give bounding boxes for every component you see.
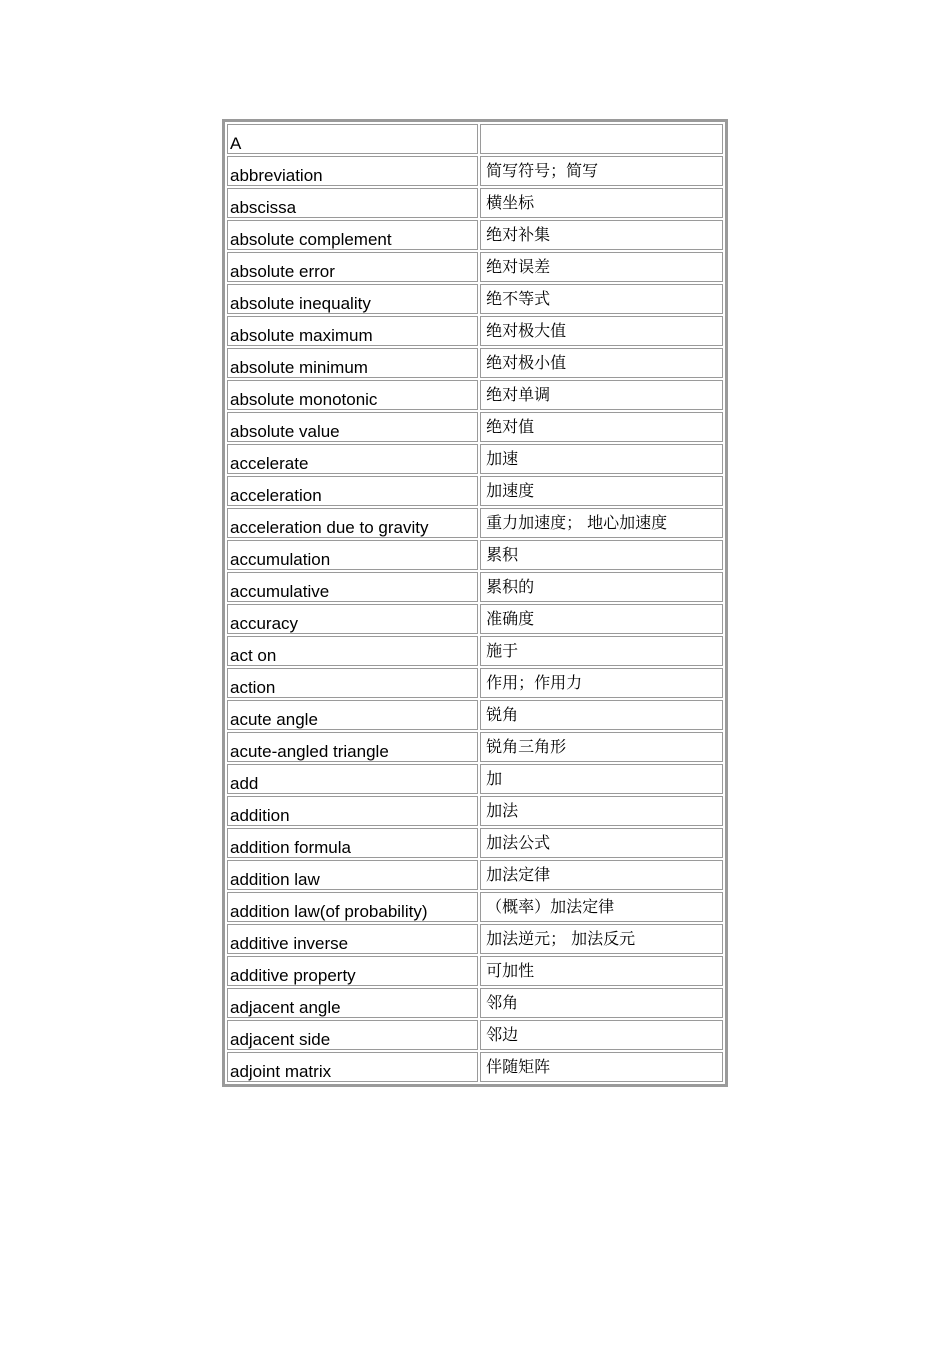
term-cell: absolute maximum <box>227 316 478 346</box>
table-row <box>227 860 723 890</box>
translation-cell: 横坐标 <box>480 188 723 218</box>
translation-cell: 加法 <box>480 796 723 826</box>
table-row <box>227 316 723 346</box>
table-row <box>227 540 723 570</box>
term-cell: absolute error <box>227 252 478 282</box>
table-row <box>227 124 723 154</box>
translation-cell <box>480 124 723 154</box>
translation-cell: 准确度 <box>480 604 723 634</box>
table-row <box>227 1020 723 1050</box>
term-cell: addition law <box>227 860 478 890</box>
table-row <box>227 220 723 250</box>
translation-cell: 绝对单调 <box>480 380 723 410</box>
term-cell: accuracy <box>227 604 478 634</box>
translation-cell: 绝对补集 <box>480 220 723 250</box>
translation-cell: 伴随矩阵 <box>480 1052 723 1082</box>
term-cell: additive property <box>227 956 478 986</box>
table-row <box>227 924 723 954</box>
translation-cell: 加速 <box>480 444 723 474</box>
term-cell: addition <box>227 796 478 826</box>
term-cell: accumulation <box>227 540 478 570</box>
term-cell: act on <box>227 636 478 666</box>
translation-cell: 加速度 <box>480 476 723 506</box>
term-cell: abbreviation <box>227 156 478 186</box>
table-row <box>227 348 723 378</box>
translation-cell: 绝对极小值 <box>480 348 723 378</box>
translation-cell: 邻边 <box>480 1020 723 1050</box>
translation-cell: 作用；作用力 <box>480 668 723 698</box>
translation-cell: 可加性 <box>480 956 723 986</box>
table-row <box>227 892 723 922</box>
term-cell: additive inverse <box>227 924 478 954</box>
table-row <box>227 1052 723 1082</box>
term-cell: acute-angled triangle <box>227 732 478 762</box>
translation-cell: （概率）加法定律 <box>480 892 723 922</box>
term-cell: absolute value <box>227 412 478 442</box>
term-cell: absolute monotonic <box>227 380 478 410</box>
table-row <box>227 764 723 794</box>
translation-cell: 绝对值 <box>480 412 723 442</box>
term-cell: addition law(of probability) <box>227 892 478 922</box>
glossary-body <box>227 124 723 1082</box>
table-row <box>227 252 723 282</box>
translation-cell: 锐角 <box>480 700 723 730</box>
translation-cell: 邻角 <box>480 988 723 1018</box>
term-cell: absolute complement <box>227 220 478 250</box>
translation-cell: 锐角三角形 <box>480 732 723 762</box>
table-row <box>227 188 723 218</box>
table-row <box>227 988 723 1018</box>
term-cell: action <box>227 668 478 698</box>
term-cell: accelerate <box>227 444 478 474</box>
term-cell: adjacent side <box>227 1020 478 1050</box>
table-row <box>227 956 723 986</box>
table-row <box>227 732 723 762</box>
table-row <box>227 828 723 858</box>
term-cell: adjoint matrix <box>227 1052 478 1082</box>
translation-cell: 施于 <box>480 636 723 666</box>
table-row <box>227 508 723 538</box>
term-cell: A <box>227 124 478 154</box>
term-cell: acute angle <box>227 700 478 730</box>
table-row <box>227 444 723 474</box>
term-cell: adjacent angle <box>227 988 478 1018</box>
translation-cell: 重力加速度； 地心加速度 <box>480 508 723 538</box>
table-row <box>227 636 723 666</box>
translation-cell: 绝对极大值 <box>480 316 723 346</box>
term-cell: accumulative <box>227 572 478 602</box>
translation-cell: 绝对误差 <box>480 252 723 282</box>
table-row <box>227 572 723 602</box>
translation-cell: 加法逆元； 加法反元 <box>480 924 723 954</box>
table-row <box>227 796 723 826</box>
translation-cell: 加 <box>480 764 723 794</box>
translation-cell: 绝不等式 <box>480 284 723 314</box>
translation-cell: 累积的 <box>480 572 723 602</box>
glossary-table <box>222 119 728 1087</box>
term-cell: absolute inequality <box>227 284 478 314</box>
table-row <box>227 380 723 410</box>
translation-cell: 简写符号；简写 <box>480 156 723 186</box>
table-row <box>227 668 723 698</box>
table-row <box>227 156 723 186</box>
table-row <box>227 284 723 314</box>
table-row <box>227 476 723 506</box>
term-cell: absolute minimum <box>227 348 478 378</box>
table-row <box>227 700 723 730</box>
term-cell: abscissa <box>227 188 478 218</box>
translation-cell: 加法定律 <box>480 860 723 890</box>
translation-cell: 累积 <box>480 540 723 570</box>
table-row <box>227 412 723 442</box>
term-cell: acceleration due to gravity <box>227 508 478 538</box>
term-cell: add <box>227 764 478 794</box>
term-cell: addition formula <box>227 828 478 858</box>
term-cell: acceleration <box>227 476 478 506</box>
translation-cell: 加法公式 <box>480 828 723 858</box>
table-row <box>227 604 723 634</box>
